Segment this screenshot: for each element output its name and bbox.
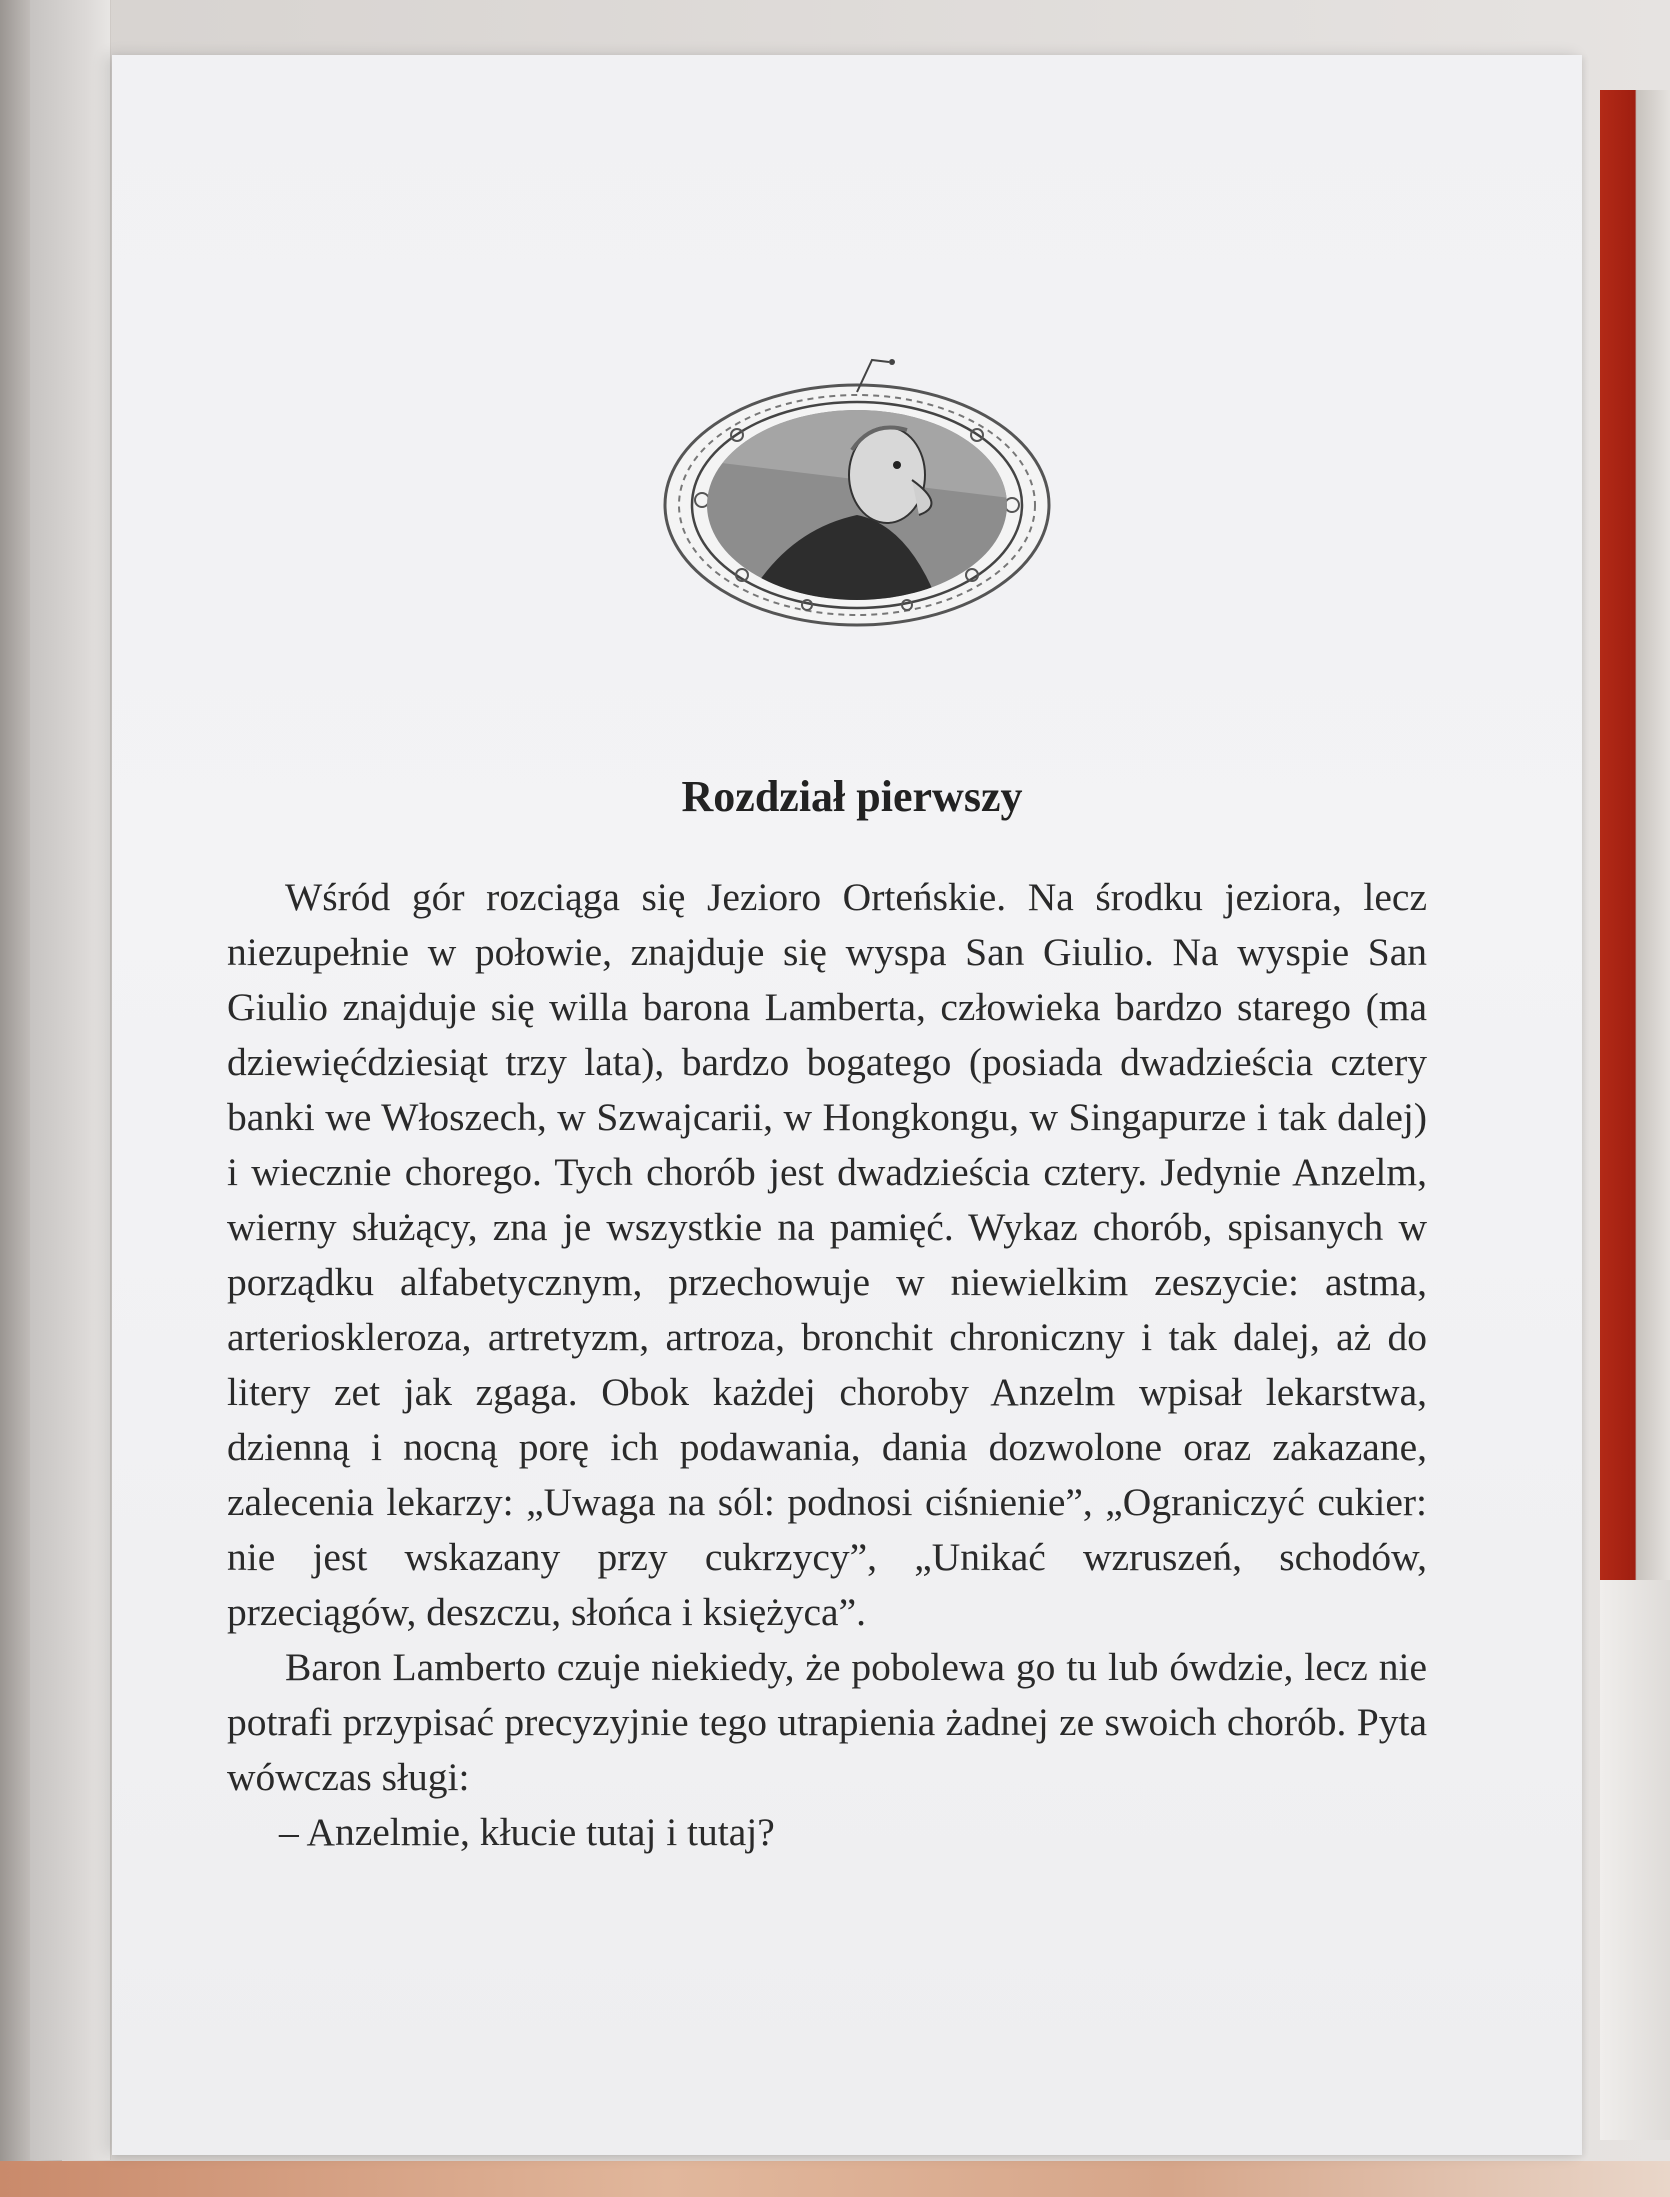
book-bottom-edge <box>0 2161 1670 2197</box>
left-page-edge <box>30 0 111 2160</box>
paragraph: Wśród gór rozciąga się Jezioro Orteńskie. Na środku jeziora, lecz niezupełnie w połowie, znajduje się wyspa San Giulio. Na wyspie San Giulio znajduje się willa barona Lamberta, człowieka bardzo starego (ma dziewięćdziesiąt trzy lata), bardzo bogatego (posiada dwadzieścia cztery banki we Włoszech, w Szwajcarii, w Hongkongu, w Singapurze i tak dalej) i wiecznie chorego. Tych chorób jest dwadzieścia cztery. Jedynie Anzelm, wierny służący, zna je wszystkie na pamięć. Wykaz chorób, spisanych w porządku alfabetycznym, przechowuje w niewielkim zeszycie: astma, arterioskleroza, artretyzm, artroza, bronchit chroniczny i tak dalej, aż do litery zet jak zgaga. Obok każdej choroby Anzelm wpisał lekarstwa, dzienną i nocną porę ich podawania, dania dozwolone oraz zakazane, zalecenia lekarzy: „Uwaga na sól: podnosi ciśnienie”, „Ograniczyć cukier: nie jest wskazany przy cukrzycy”, „Unikać wzruszeń, schodów, przeciągów, deszczu, słońca i księżyca”. <box>227 875 1427 1634</box>
dialogue-line: – Anzelmie, kłucie tutaj i tutaj? <box>279 1810 775 1854</box>
oval-portrait-old-man-icon <box>657 300 1067 645</box>
book-cover-edge-right-lower <box>1600 1580 1670 2140</box>
paragraph: Baron Lamberto czuje niekiedy, że pobolewa go tu lub ówdzie, lecz nie potrafi przypisać precyzyjnie tego utrapienia żadnej ze swoich chorób. Pyta wówczas sługi: <box>227 1645 1427 1799</box>
book-page <box>112 55 1582 2155</box>
chapter-title: Rozdział pierwszy <box>681 772 1023 821</box>
chapter-body <box>227 870 1427 1860</box>
